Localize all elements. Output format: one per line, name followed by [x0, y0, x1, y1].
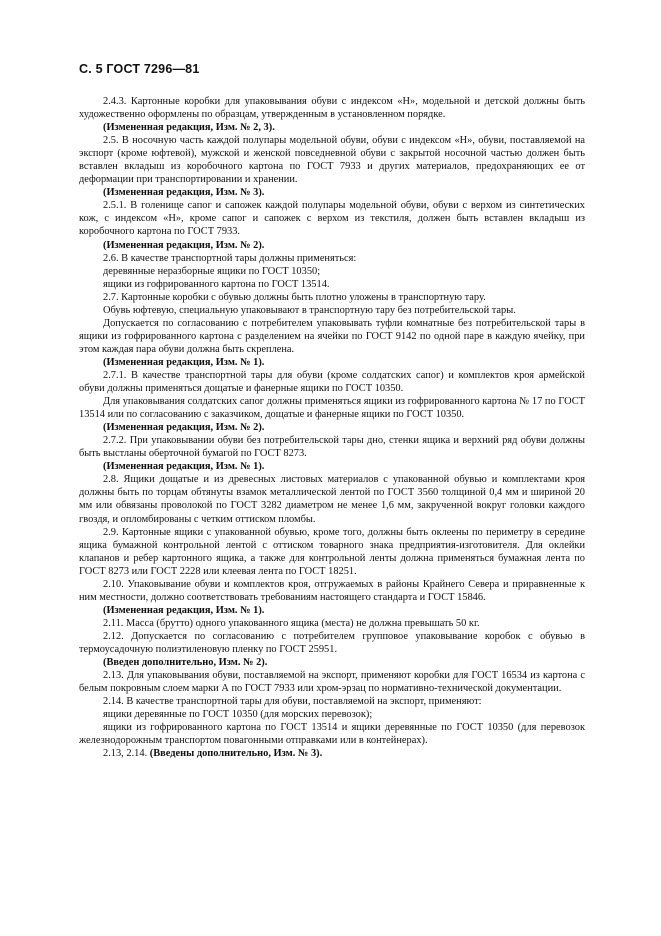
page-header: С. 5 ГОСТ 7296—81	[79, 62, 200, 76]
clause-paragraph: деревянные неразборные ящики по ГОСТ 10350;	[103, 265, 321, 277]
amendment-note: (Измененная редакция, Изм. № 1).	[103, 604, 265, 616]
clause-paragraph: 2.8. Ящики дощатые и из древесных листовых материалов с упакованной обувью и комплектами кроя должны быть по торцам обтянуты взамок металлической лентой по ГОСТ 3560 толщиной 0,4 мм и шириной 20 мм или обвязаны проволокой по ГОСТ 3282 диаметром не менее 1,6 мм, закрученной вокруг головки каждого гвоздя, и опломбированы с четким оттиском пломбы.	[79, 474, 585, 525]
clause-paragraph: ящики из гофрированного картона по ГОСТ 13514.	[103, 278, 330, 290]
clause-paragraph: Обувь юфтевую, специальную упаковывают в транспортную тару без потребительской тары.	[103, 304, 516, 316]
clause-paragraph: 2.9. Картонные ящики с упакованной обувью, кроме того, должны быть оклеены по периметру в середине ящика бумажной контрольной лентой с оттиском товарного знака предприятия-изготовителя. Для оклейки клапанов и ребер картонного ящика, а также для контрольной ленты должна применяться бумажная лента по ГОСТ 8273 или ГОСТ 2228 или клеевая лента по ГОСТ 18251.	[79, 526, 585, 577]
clause-paragraph: Допускается по согласованию с потребителем упаковывать туфли комнатные без потребительской тары в ящики из гофрированного картона с разделением на ячейки по ГОСТ 9142 по одной паре в каждую ячейку, при этом каждая пара обуви должна быть скреплена.	[79, 317, 585, 355]
clause-paragraph: 2.4.3. Картонные коробки для упаковывания обуви с индексом «Н», модельной и детской должны быть художественно оформлены по образцам, утвержденным в установленном порядке.	[79, 96, 585, 121]
amendment-note: (Измененная редакция, Изм. № 2).	[103, 239, 265, 251]
clause-paragraph: ящики деревянные по ГОСТ 10350 (для морских перевозок);	[103, 709, 373, 721]
amendment-note: (Измененная редакция, Изм. № 3).	[103, 187, 265, 199]
clause-paragraph: 2.5.1. В голенище сапог и сапожек каждой полупары модельной обуви, обуви с верхом из синтетических кож, с индексом «Н», кроме сапог и сапожек с верхом из текстиля, должен быть вставлен вкладыш из коробочного картона по ГОСТ 7933.	[79, 200, 585, 238]
clause-paragraph: 2.7.2. При упаковывании обуви без потребительской тары дно, стенки ящика и верхний ряд обуви должны быть выстланы оберточной бумагой по ГОСТ 8273.	[79, 435, 585, 460]
clause-paragraph: 2.6. В качестве транспортной тары должны применяться:	[103, 252, 357, 264]
amendment-note: (Введен дополнительно, Изм. № 2).	[103, 657, 268, 669]
clause-paragraph: 2.14. В качестве транспортной тары для обуви, поставляемой на экспорт, применяют:	[103, 696, 482, 708]
clause-numbers: 2.13, 2.14.	[103, 748, 148, 760]
clause-paragraph: 2.7. Картонные коробки с обувью должны быть плотно уложены в транспортную тару.	[103, 291, 486, 303]
clause-paragraph: 2.10. Упаковывание обуви и комплектов кроя, отгружаемых в районы Крайнего Севера и приравненные к ним местности, должно соответствовать требованиям настоящего стандарта и ГОСТ 15846.	[79, 578, 585, 603]
clause-paragraph: 2.7.1. В качестве транспортной тары для обуви (кроме солдатских сапог) и комплектов кроя армейской обуви должны применяться дощатые и фанерные ящики по ГОСТ 10350.	[79, 369, 585, 395]
amendment-note: (Измененная редакция, Изм. № 2).	[103, 422, 265, 434]
amendment-note: (Измененная редакция, Изм. № 1).	[103, 356, 265, 368]
clause-paragraph: 2.5. В носочную часть каждой полупары модельной обуви, обуви с индексом «Н», обуви, поставляемой на экспорт (кроме юфтевой), мужской и женской повседневной обуви с закрытой носочной частью должен быть вставлен вкладыш из коробочного картона по ГОСТ 7933 и других материалов, предохраняющих ее от деформации при транспортировании и хранении.	[79, 135, 585, 186]
clause-paragraph: Для упаковывания солдатских сапог должны применяться ящики из гофрированного картона № 17 по ГОСТ 13514 или по согласованию с заказчиком, дощатые и фанерные ящики по ГОСТ 10350.	[79, 396, 585, 421]
amendment-note-text: (Введены дополнительно, Изм. № 3).	[149, 748, 323, 760]
clause-paragraph: 2.13. Для упаковывания обуви, поставляемой на экспорт, применяют коробки для ГОСТ 16534 из картона с белым покровным слоем марки А по ГОСТ 7933 или хром-эрзац по нормативно-технической документации.	[79, 670, 585, 695]
document-body	[79, 95, 585, 760]
clause-paragraph: 2.12. Допускается по согласованию с потребителем групповое упаковывание коробок с обувью в термоусадочную полиэтиленовую пленку по ГОСТ 25951.	[79, 630, 585, 655]
amendment-note	[79, 747, 585, 760]
clause-paragraph: ящики из гофрированного картона по ГОСТ 13514 и ящики деревянные по ГОСТ 10350 (для перевозок железнодорожным транспортом повагонными отправками или в контейнерах).	[79, 722, 585, 747]
clause-paragraph: 2.11. Масса (брутто) одного упакованного ящика (места) не должна превышать 50 кг.	[103, 617, 480, 629]
amendment-note: (Измененная редакция, Изм. № 1).	[103, 461, 265, 473]
amendment-note: (Измененная редакция, Изм. № 2, 3).	[103, 122, 275, 134]
